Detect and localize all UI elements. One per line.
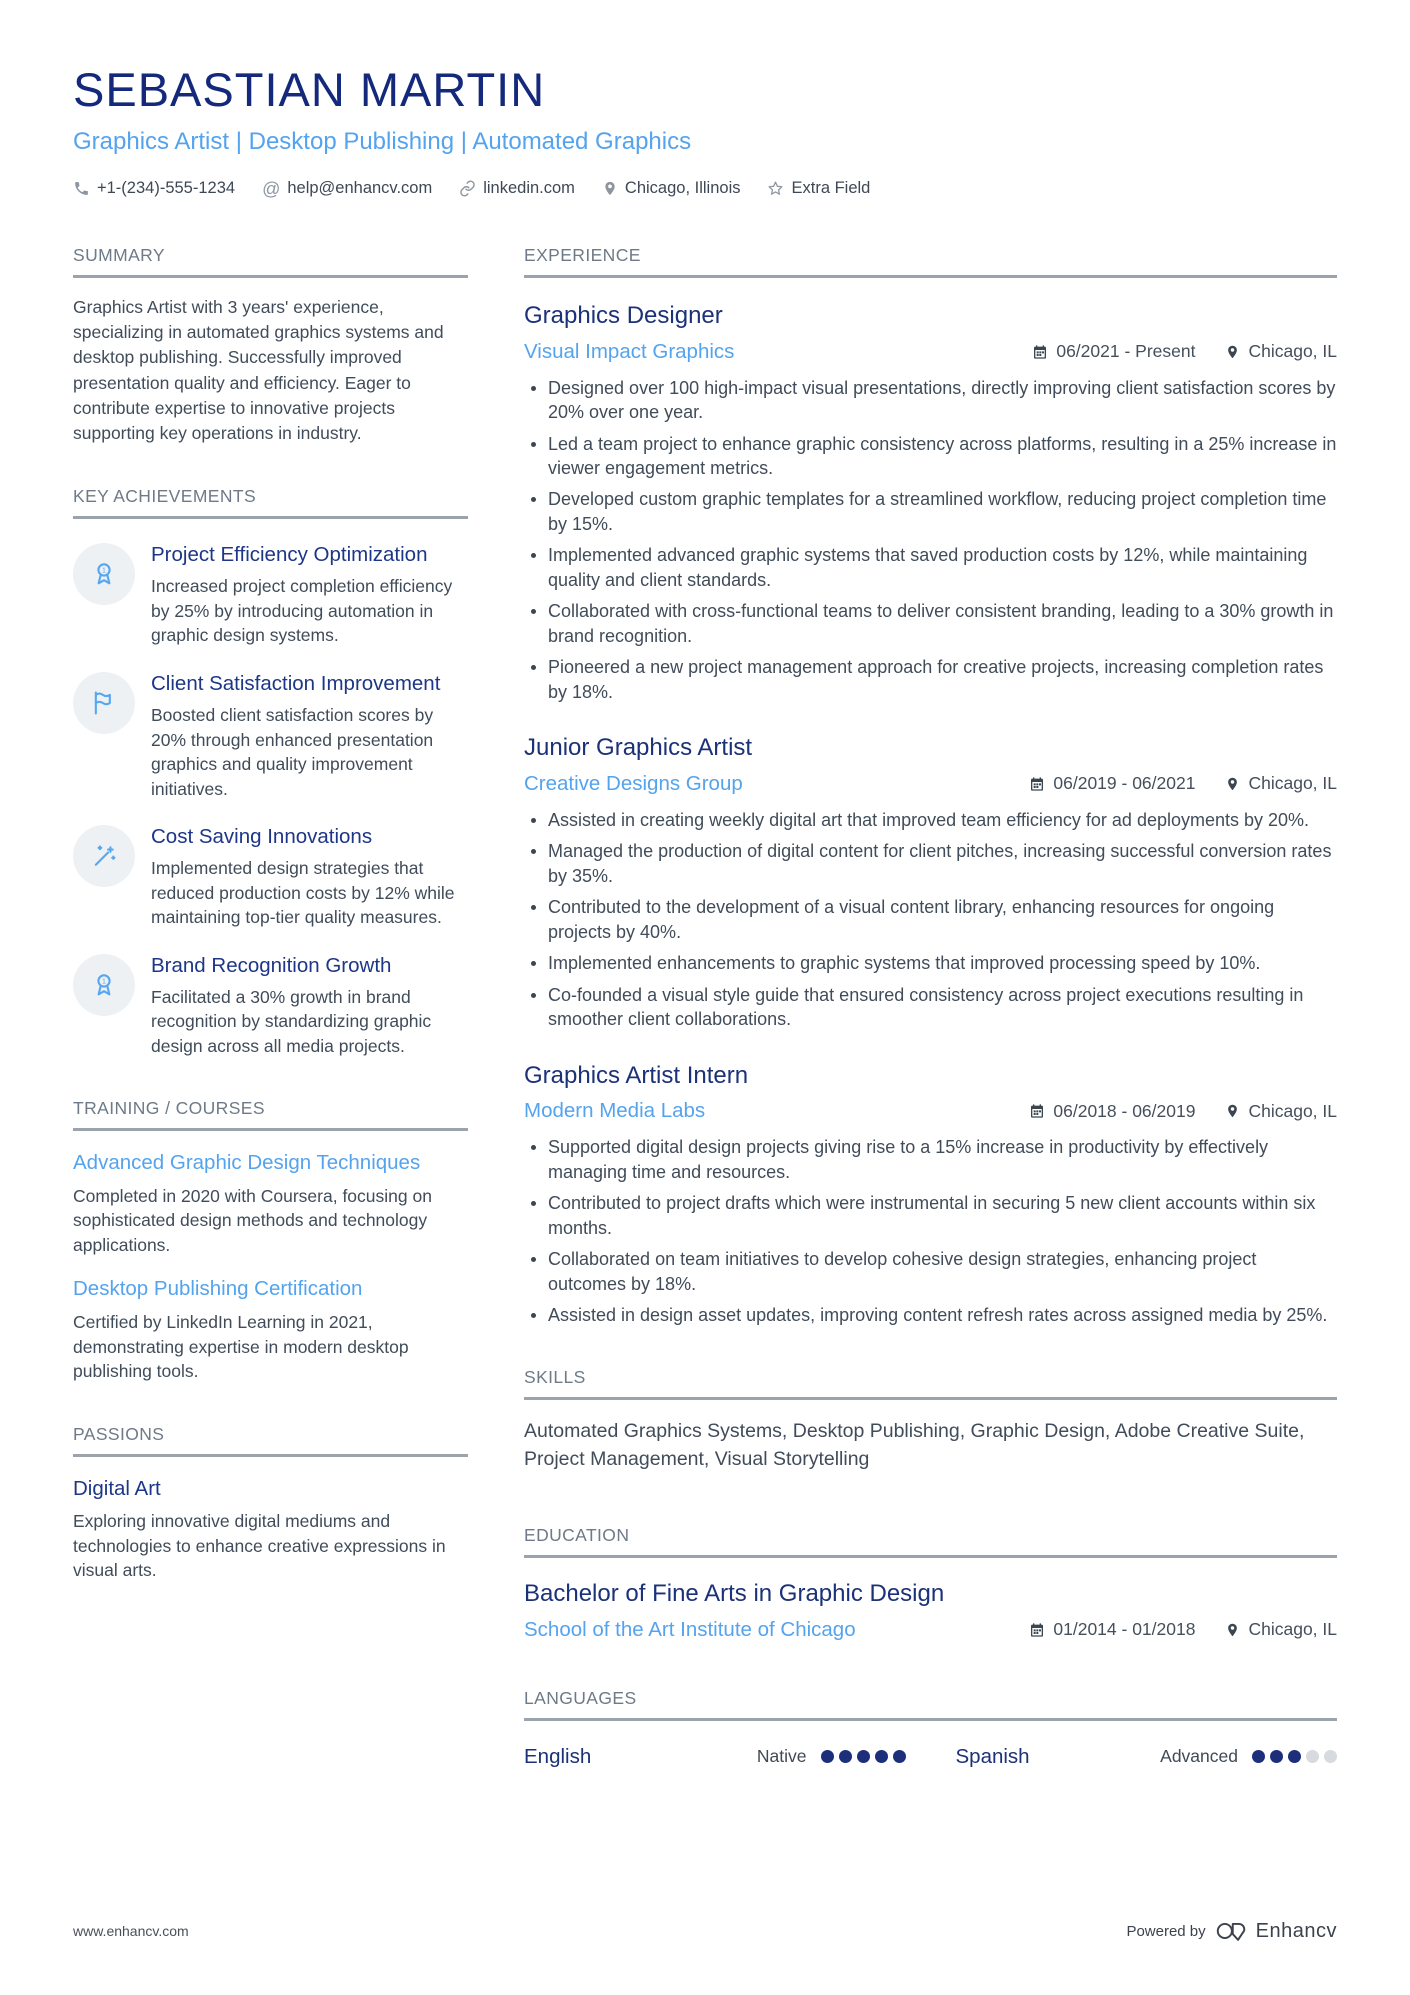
svg-text:1: 1 [102,567,106,575]
contact-extra-text: Extra Field [791,179,871,197]
job-location [1225,773,1337,794]
bullet: Led a team project to enhance graphic consistency across platforms, resulting in a 25% increase in viewer engagement metrics. [524,432,1337,481]
training-title: Advanced Graphic Design Techniques [73,1151,421,1175]
achievement-title: Client Satisfaction Improvement [151,671,441,695]
training-item [73,1151,468,1257]
job-dates [1029,773,1195,794]
job-bullets [524,808,1337,1032]
svg-text:1: 1 [102,978,106,986]
job-title: Graphics Designer [524,302,723,329]
achievement-item [73,954,468,1059]
flag-icon [73,672,135,734]
education-location [1225,1619,1337,1640]
contact-linkedin[interactable] [459,179,575,198]
language-name: English [524,1744,592,1768]
job-location-text: Chicago, IL [1248,1100,1337,1121]
footer-url[interactable]: www.enhancv.com [73,1923,189,1939]
passion-title: Digital Art [73,1476,161,1500]
language-item [956,1745,1338,1769]
medal-icon [73,954,135,1016]
location-icon [602,180,618,197]
key-achievements-section [73,486,468,1058]
company-name: Modern Media Labs [524,1099,706,1123]
left-column [73,245,468,1809]
language-name: Spanish [955,1744,1030,1768]
summary-text: Graphics Artist with 3 years' experience, specializing in automated graphics systems and desktop publishing. Successfully improved presentation quality and efficiency. Eager to contribute expertise to innovative projects supporting key operations in industry. [73,297,444,443]
star-icon [767,180,784,197]
contact-phone[interactable] [73,179,235,198]
education-location-text: Chicago, IL [1248,1619,1337,1640]
bullet: Assisted in design asset updates, improving content refresh rates across assigned media by 25%. [524,1303,1337,1327]
achievement-item [73,543,468,648]
job-location-text: Chicago, IL [1248,341,1337,362]
experience-section [524,245,1337,1327]
contact-location-text: Chicago, Illinois [624,179,741,197]
bullet: Collaborated on team initiatives to develop cohesive design strategies, enhancing project outcomes by 18%. [524,1247,1337,1296]
job-dates-text: 06/2021 - Present [1056,341,1196,362]
calendar-icon [1032,344,1048,360]
enhancv-brand-text[interactable]: Enhancv [1255,1919,1337,1942]
job-bullets [524,1135,1337,1327]
passion-item [73,1477,468,1583]
education-entry [524,1580,1337,1642]
bullet: Supported digital design projects giving rise to a 15% increase in productivity by effectively managing time and resources. [524,1135,1337,1184]
person-headline: Graphics Artist | Desktop Publishing | Automated Graphics [73,128,692,155]
contact-linkedin-text: linkedin.com [483,179,575,197]
school-name: School of the Art Institute of Chicago [524,1617,856,1641]
education-section [524,1525,1337,1642]
calendar-icon [1029,1622,1045,1638]
experience-entry [524,734,1337,1031]
passions-section [73,1424,468,1583]
resume-header [73,63,1337,199]
contact-extra-field [767,179,870,198]
contact-email-text: help@enhancv.com [287,179,433,197]
education-dates-text: 01/2014 - 01/2018 [1053,1619,1196,1640]
job-dates [1029,1101,1195,1122]
language-dots [821,1750,906,1763]
languages-section [524,1688,1337,1769]
powered-by-label: Powered by [1126,1922,1206,1940]
calendar-icon [1029,1103,1045,1119]
location-icon [1225,344,1240,360]
bullet: Pioneered a new project management approach for creative projects, increasing completion rates by 18%. [524,655,1337,704]
medal-icon [73,543,135,605]
training-description: Certified by LinkedIn Learning in 2021, demonstrating expertise in modern desktop publishing tools. [73,1312,409,1382]
achievement-description: Boosted client satisfaction scores by 20% through enhanced presentation graphics and quality improvement initiatives. [151,705,434,799]
phone-icon [73,180,90,197]
bullet: Implemented enhancements to graphic systems that improved processing speed by 10%. [524,951,1337,975]
training-section [73,1098,468,1383]
job-dates-text: 06/2018 - 06/2019 [1053,1100,1196,1121]
summary-section [73,245,468,446]
achievement-title: Cost Saving Innovations [151,825,373,848]
contact-email[interactable] [262,179,432,198]
languages-heading: LANGUAGES [524,1688,1337,1721]
achievement-item [73,825,468,930]
training-item [73,1277,468,1383]
education-heading: EDUCATION [524,1525,1337,1558]
bullet: Co-founded a visual style guide that ensured consistency across project executions resulting in smoother client collaborations. [524,983,1337,1032]
wand-icon [73,825,135,887]
skills-heading: SKILLS [524,1367,1337,1400]
achievement-description: Facilitated a 30% growth in brand recognition by standardizing graphic design across all media projects. [151,986,432,1056]
experience-heading: EXPERIENCE [524,245,1337,278]
contact-location [602,179,741,198]
job-bullets [524,376,1337,705]
contact-row [73,179,1337,198]
achievement-title: Project Efficiency Optimization [151,543,428,567]
passion-description: Exploring innovative digital mediums and technologies to enhance creative expressions in visual arts. [73,1511,446,1581]
location-icon [1225,1622,1240,1638]
bullet: Managed the production of digital content for client pitches, increasing successful conversion rates by 35%. [524,839,1337,888]
language-level: Native [756,1746,807,1767]
company-name: Creative Designs Group [524,771,743,795]
job-location-text: Chicago, IL [1248,773,1337,794]
bullet: Developed custom graphic templates for a streamlined workflow, reducing project completion time by 15%. [524,487,1337,536]
bullet: Contributed to project drafts which were instrumental in securing 5 new client accounts within six months. [524,1191,1337,1240]
bullet: Implemented advanced graphic systems that saved production costs by 12%, while maintaining quality and client standards. [524,543,1337,592]
passions-heading: PASSIONS [73,1424,468,1457]
achievement-description: Implemented design strategies that reduced production costs by 12% while maintaining top-tier quality measures. [151,858,455,928]
right-column [524,245,1337,1809]
job-dates-text: 06/2019 - 06/2021 [1053,773,1196,794]
achievement-item [73,672,468,801]
achievement-description: Increased project completion efficiency by 25% by introducing automation in graphic design systems. [151,576,453,646]
at-icon: @ [262,178,281,199]
job-location [1225,1101,1337,1122]
language-item [524,1745,906,1769]
degree-title: Bachelor of Fine Arts in Graphic Design [524,1580,945,1608]
page-footer [73,1919,1337,1943]
key-achievements-heading: KEY ACHIEVEMENTS [73,486,468,519]
calendar-icon [1029,776,1045,792]
person-name: SEBASTIAN MARTIN [73,63,546,116]
job-location [1225,341,1337,362]
language-level: Advanced [1160,1746,1238,1767]
training-title: Desktop Publishing Certification [73,1277,363,1301]
bullet: Assisted in creating weekly digital art that improved team efficiency for ad deployments by 20%. [524,808,1337,832]
education-dates [1029,1619,1195,1640]
training-description: Completed in 2020 with Coursera, focusing on sophisticated design methods and technology applications. [73,1185,432,1255]
location-icon [1225,776,1240,792]
experience-entry [524,302,1337,704]
language-dots [1252,1750,1337,1763]
link-icon [459,180,476,197]
skills-section [524,1367,1337,1473]
job-dates [1032,341,1195,362]
summary-heading: SUMMARY [73,245,468,278]
location-icon [1225,1103,1240,1119]
enhancv-logo-icon [1216,1919,1246,1943]
bullet: Contributed to the development of a visual content library, enhancing resources for ongoing projects by 40%. [524,895,1337,944]
job-title: Graphics Artist Intern [524,1061,749,1089]
bullet: Collaborated with cross-functional teams to deliver consistent branding, leading to a 30% growth in brand recognition. [524,599,1337,648]
company-name: Visual Impact Graphics [524,339,735,363]
bullet: Designed over 100 high-impact visual presentations, directly improving client satisfaction scores by 20% over one year. [524,376,1337,425]
experience-entry [524,1062,1337,1328]
job-title: Junior Graphics Artist [524,734,753,762]
training-heading: TRAINING / COURSES [73,1098,468,1131]
contact-phone-text: +1-(234)-555-1234 [97,179,236,197]
achievement-title: Brand Recognition Growth [151,953,392,977]
skills-text: Automated Graphics Systems, Desktop Publishing, Graphic Design, Adobe Creative Suite, Project Management, Visual Storytelling [524,1420,1305,1470]
